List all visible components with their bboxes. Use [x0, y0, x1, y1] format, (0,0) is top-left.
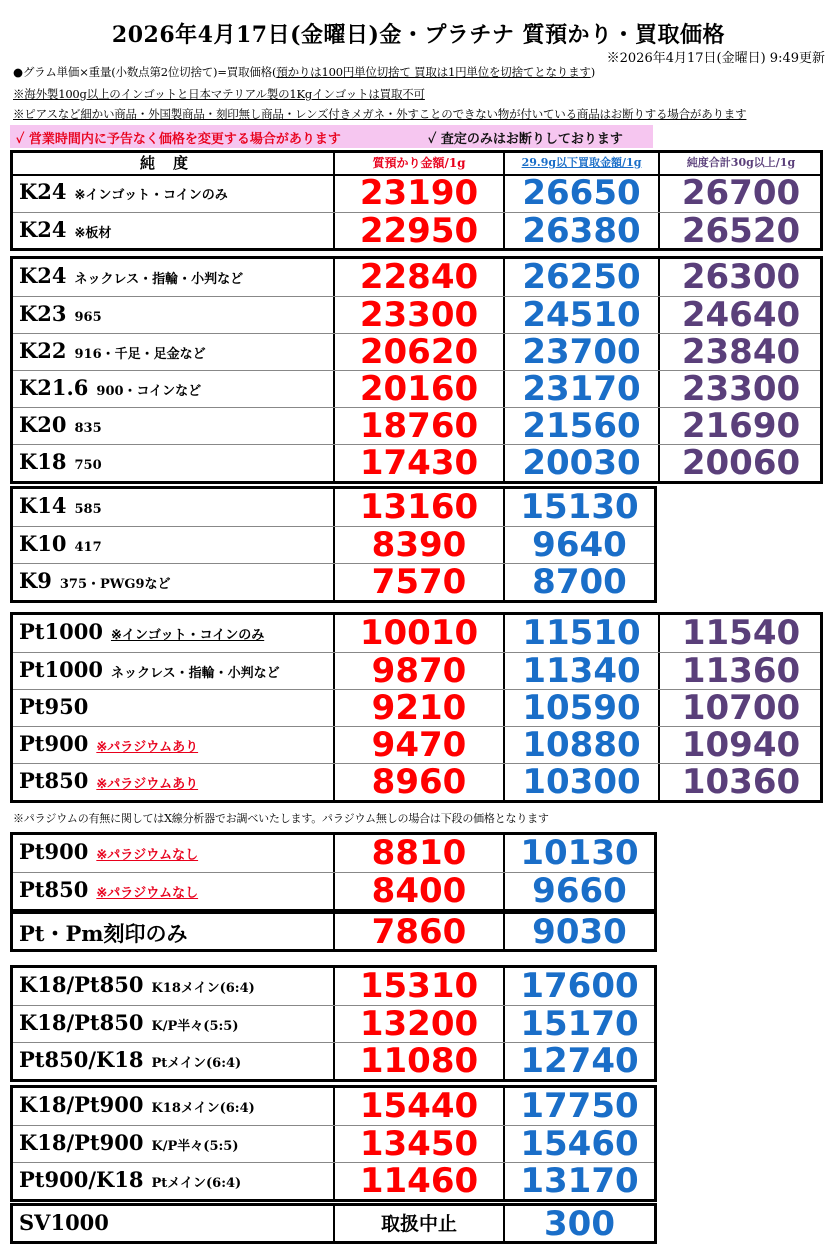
pawn-price: 8390 [371, 525, 467, 565]
grade-sub: Ptメイン(6:4) [151, 1176, 242, 1191]
pawn-price: 23300 [359, 295, 479, 335]
grade-label: SV1000 [19, 1210, 109, 1235]
pawn-price: 13450 [359, 1124, 479, 1164]
bulk-price: 21690 [681, 406, 801, 446]
buy-price: 23700 [522, 332, 641, 372]
bulk-price: 26700 [681, 173, 801, 213]
bulk-price: 26520 [681, 211, 801, 251]
grade-label: K23 [19, 301, 67, 326]
grade-sub: ※パラジウムあり [96, 740, 199, 755]
grade-sub: K18メイン(6:4) [151, 1101, 255, 1116]
pawn-price: 13200 [359, 1004, 479, 1044]
grade-label: K18/Pt900 [19, 1130, 144, 1155]
pawn-price: 22840 [359, 257, 479, 297]
grade-label: K10 [19, 531, 67, 556]
header-name-cell [13, 153, 333, 174]
grade-label: Pt・Pm刻印のみ [19, 921, 188, 946]
grade-label: Pt900 [19, 839, 89, 864]
grade-sub: 835 [74, 421, 102, 436]
grade-sub: 916・千足・足金など [74, 347, 206, 362]
bulk-price: 10700 [681, 688, 801, 728]
table-row [13, 763, 820, 800]
table-row [13, 296, 820, 333]
grade-sub: K/P半々(5:5) [151, 1139, 239, 1154]
pawn-price: 23190 [359, 173, 479, 213]
grade-sub: ※インゴット・コインのみ [110, 628, 265, 643]
table-row [13, 370, 820, 407]
table-row [13, 1125, 654, 1162]
grade-label: Pt850/K18 [19, 1047, 144, 1072]
grade-sub: Ptメイン(6:4) [151, 1056, 242, 1071]
grade-label: K18 [19, 449, 67, 474]
price-table-pt-stamp [10, 911, 657, 952]
grade-sub: 750 [74, 458, 102, 473]
grade-sub: ネックレス・指輪・小判など [74, 272, 244, 287]
bulk-price: 11540 [681, 613, 801, 653]
pawn-suspended-label: 取扱中止 [380, 1213, 457, 1235]
grade-label: Pt950 [19, 694, 89, 719]
updated-timestamp: ※2026年4月17日(金曜日) 9:49更新 [606, 51, 825, 66]
grade-label: Pt850 [19, 768, 89, 793]
pawn-price: 9210 [371, 688, 467, 728]
table-row [13, 872, 654, 909]
buy-price: 9030 [532, 912, 627, 952]
note-calculation-c: ) [590, 65, 595, 79]
buy-price: 26250 [522, 257, 641, 297]
pawn-price: 18760 [359, 406, 479, 446]
grade-sub: ネックレス・指輪・小判など [110, 666, 280, 681]
table-row [13, 1206, 654, 1243]
table-row [13, 1005, 654, 1042]
buy-price: 24510 [522, 295, 641, 335]
header-bulk-cell [658, 153, 822, 174]
notice-appraisal-only: ✓ 査定のみはお断りしております [428, 132, 623, 147]
buy-price: 13170 [520, 1161, 639, 1201]
pawn-price: 8810 [371, 833, 467, 873]
header-bulk: 純度合計30g以上/1g [686, 156, 796, 169]
pawn-price: 15440 [359, 1086, 479, 1126]
grade-sub: K/P半々(5:5) [151, 1019, 239, 1034]
table-row [13, 968, 654, 1005]
header-pawn-cell [333, 153, 503, 174]
table-row [13, 444, 820, 481]
grade-sub: ※パラジウムなし [96, 886, 199, 901]
table-row [13, 407, 820, 444]
buy-price: 10300 [522, 762, 641, 802]
table-row [13, 175, 820, 212]
grade-label: K20 [19, 412, 67, 437]
bulk-price: 26300 [681, 257, 801, 297]
price-table-combi-pt900 [10, 1085, 657, 1202]
grade-label: K18/Pt900 [19, 1092, 144, 1117]
pawn-price: 7570 [371, 562, 467, 602]
pawn-price: 8960 [371, 762, 467, 802]
header-buy: 29.9g以下買取金額/1g [521, 156, 642, 169]
buy-price: 12740 [520, 1041, 639, 1081]
note-calculation [13, 64, 595, 80]
table-row [13, 1162, 654, 1199]
grade-label: Pt1000 [19, 619, 103, 644]
table-row [13, 1088, 654, 1125]
buy-price: 9660 [532, 871, 627, 911]
bulk-price: 10940 [681, 725, 801, 765]
buy-price: 15460 [520, 1124, 639, 1164]
buy-price: 26650 [522, 173, 641, 213]
buy-price: 10880 [522, 725, 641, 765]
pawn-price: 22950 [359, 211, 479, 251]
notice-banner [10, 125, 653, 148]
pawn-price: 17430 [359, 443, 479, 483]
pawn-price: 9470 [371, 725, 467, 765]
table-row [13, 526, 654, 563]
grade-sub: 375・PWG9など [59, 577, 171, 592]
table-row [13, 563, 654, 600]
price-table-platinum [10, 612, 823, 803]
price-table-k24-special [10, 150, 823, 251]
bulk-price: 23300 [681, 369, 801, 409]
grade-sub: ※パラジウムなし [96, 848, 199, 863]
pawn-price: 13160 [359, 487, 479, 527]
grade-label: K24 [19, 263, 67, 288]
bulk-price: 23840 [681, 332, 801, 372]
notice-price-change: ✓ 営業時間内に予告なく価格を変更する場合があります [16, 132, 341, 147]
buy-price: 8700 [532, 562, 627, 602]
buy-price: 15130 [520, 487, 639, 527]
grade-label: K22 [19, 338, 67, 363]
bulk-price: 20060 [681, 443, 801, 483]
pawn-price: 11460 [359, 1161, 479, 1201]
pawn-price: 9870 [371, 651, 467, 691]
grade-sub: 585 [74, 502, 102, 517]
pawn-price: 7860 [371, 912, 467, 952]
grade-label: Pt1000 [19, 657, 103, 682]
grade-label: K9 [19, 568, 52, 593]
buy-price: 10590 [522, 688, 641, 728]
table-row [13, 489, 654, 526]
grade-sub: ※板材 [74, 226, 112, 241]
pawn-price: 10010 [359, 613, 479, 653]
buy-price: 11510 [522, 613, 641, 653]
bulk-price: 11360 [681, 651, 801, 691]
pawn-price: 11080 [359, 1041, 479, 1081]
note-ingot: ※海外製100g以上のインゴットと日本マテリアル製の1Kgインゴットは買取不可 [13, 87, 425, 101]
pawn-price: 8400 [371, 871, 467, 911]
bulk-price: 10360 [681, 762, 801, 802]
buy-price: 23170 [522, 369, 641, 409]
pawn-price: 20620 [359, 332, 479, 372]
grade-label: K24 [19, 217, 67, 242]
table-row [13, 615, 820, 652]
grade-sub: 965 [74, 310, 102, 325]
buy-price: 20030 [522, 443, 641, 483]
grade-label: K24 [19, 179, 67, 204]
price-table-silver [10, 1203, 657, 1244]
grade-label: Pt900 [19, 731, 89, 756]
grade-sub: ※パラジウムあり [96, 777, 199, 792]
pawn-price: 20160 [359, 369, 479, 409]
pawn-price: 15310 [359, 966, 479, 1006]
table-row [13, 333, 820, 370]
price-table-low-gold [10, 486, 657, 603]
buy-price: 300 [544, 1204, 615, 1244]
buy-price: 15170 [520, 1004, 639, 1044]
buy-price: 26380 [522, 211, 641, 251]
buy-price: 11340 [522, 651, 641, 691]
grade-label: K14 [19, 493, 67, 518]
note-refusal: ※ピアスなど細かい商品・外国製商品・刻印無し商品・レンズ付きメガネ・外すことのできない物が付いている商品はお断りする場合があります [13, 107, 747, 121]
note-palladium: ※パラジウムの有無に関してはX線分析器でお調べいたします。パラジウム無しの場合は下段の価格となります [13, 812, 549, 825]
buy-price: 17600 [520, 966, 639, 1006]
grade-sub: 900・コインなど [96, 384, 202, 399]
note-calculation-a: ●グラム単価×重量(小数点第2位切捨て)=買取価格( [13, 65, 277, 79]
table-row [13, 259, 820, 296]
table-row [13, 689, 820, 726]
price-table-pt-no-palladium [10, 832, 657, 912]
grade-sub: ※インゴット・コインのみ [74, 188, 228, 203]
header-name: 純度 [139, 154, 206, 172]
grade-sub: K18メイン(6:4) [151, 981, 255, 996]
table-row [13, 726, 820, 763]
table-row [13, 914, 654, 951]
table-row [13, 652, 820, 689]
buy-price: 9640 [532, 525, 627, 565]
grade-label: K21.6 [19, 375, 89, 400]
grade-sub: 417 [74, 540, 102, 555]
price-table-gold [10, 256, 823, 484]
page-title: 2026年4月17日(金曜日)金・プラチナ 質預かり・買取価格 [111, 22, 726, 48]
table-row [13, 1042, 654, 1079]
grade-label: Pt900/K18 [19, 1167, 144, 1192]
table-row [13, 835, 654, 872]
buy-price: 21560 [522, 406, 641, 446]
price-table-combi-pt850 [10, 965, 657, 1082]
grade-label: Pt850 [19, 877, 89, 902]
header-pawn: 質預かり金額/1g [372, 156, 466, 170]
bulk-price: 24640 [681, 295, 801, 335]
header-buy-cell [503, 153, 658, 174]
buy-price: 17750 [520, 1086, 639, 1126]
grade-label: K18/Pt850 [19, 1010, 144, 1035]
table-row [13, 212, 820, 249]
grade-label: K18/Pt850 [19, 972, 144, 997]
buy-price: 10130 [520, 833, 639, 873]
note-calculation-b: 預かりは100円単位切捨て 買取は1円単位を切捨てとなります [276, 65, 591, 79]
